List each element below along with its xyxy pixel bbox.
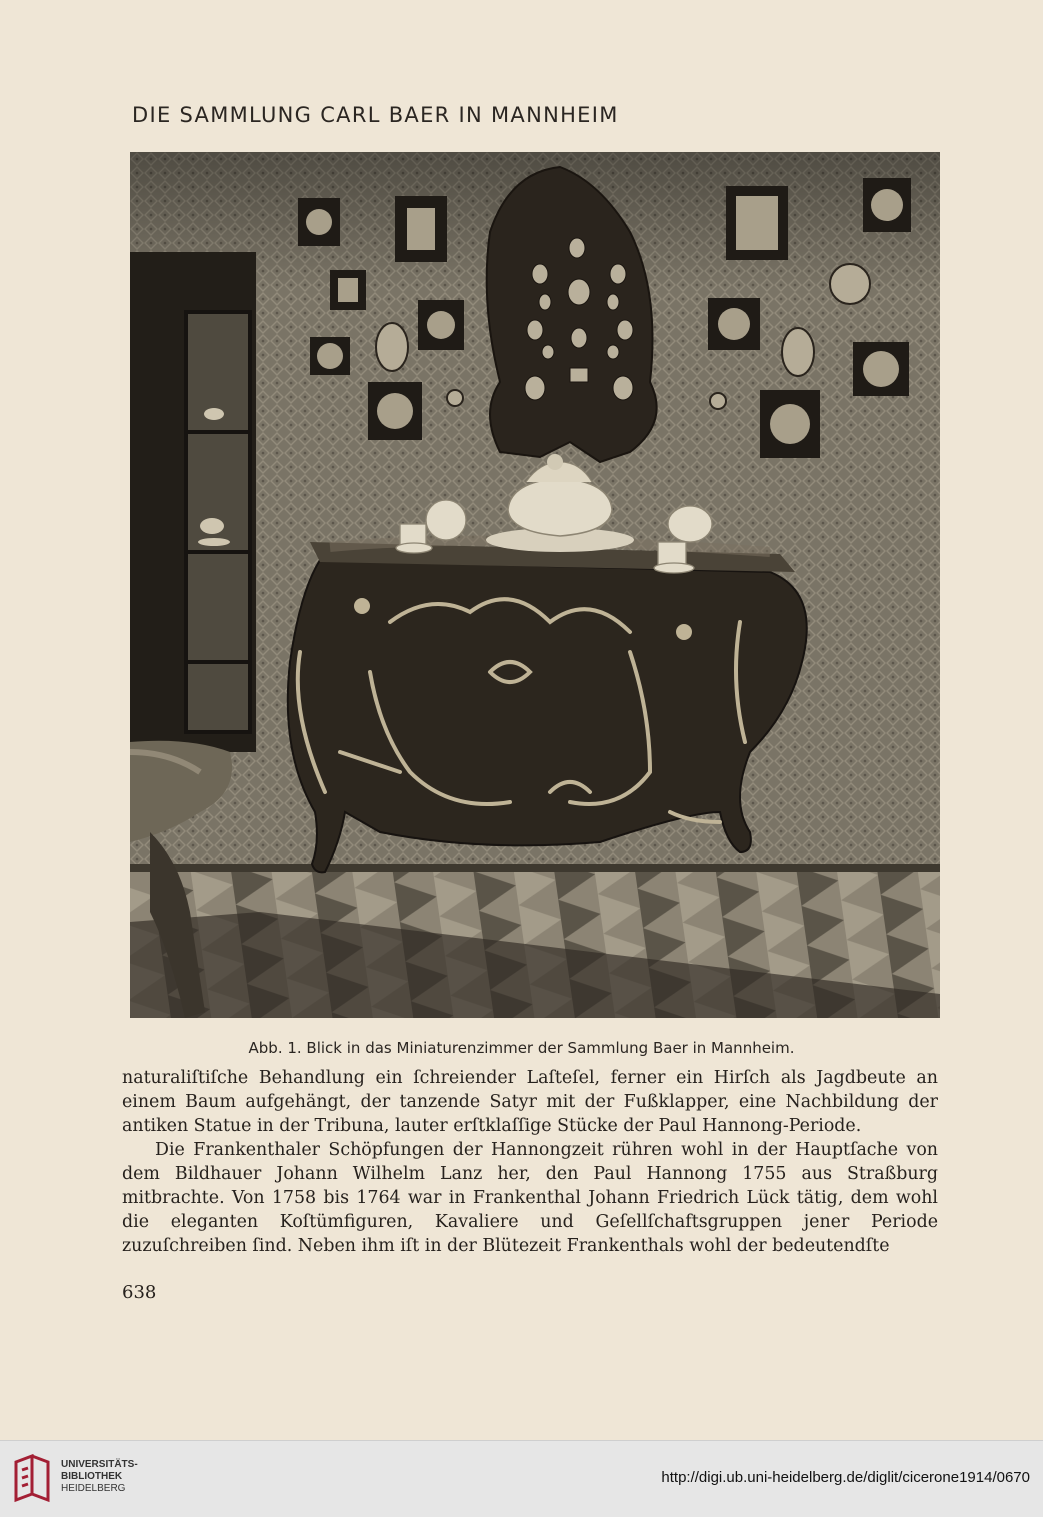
running-head: DIE SAMMLUNG CARL BAER IN MANNHEIM [132, 103, 619, 127]
figure-caption: Abb. 1. Blick in das Miniaturenzimmer der Sammlung Baer in Mannheim. [248, 1039, 795, 1057]
library-footer [0, 1440, 1043, 1517]
library-name-line: UNIVERSITÄTS- [61, 1459, 138, 1470]
paragraph: naturaliſtiſche Behandlung ein ſchreiender Laſteſel, ferner ein Hirſch als Jagdbeute an einem Baum aufgehängt, der tanzende Satyr mit der Fußklapper, eine Nachbildung der antiken Statue in der Tribuna, lauter erſtklaſſige Stücke der Paul Hannong-Periode. [122, 1068, 938, 1136]
library-logo-icon [12, 1454, 52, 1504]
figure-photograph [130, 152, 940, 1018]
library-name-line: HEIDELBERG [61, 1483, 126, 1494]
library-name [61, 1459, 138, 1495]
paragraph: Die Frankenthaler Schöpfungen der Hannongzeit rühren wohl in der Hauptſache von dem Bildhauer Johann Wilhelm Lanz her, den Paul Hannong 1755 aus Straßburg mitbrachte. Von 1758 bis 1764 war in Frankenthal Johann Friedrich Lück tätig, dem wohl die eleganten Koſtümfiguren, Kavaliere und Geſellſchaftsgruppen jener Periode zuzuſchreiben ſind. Neben ihm iſt in der Blütezeit Frankenthals wohl der bedeutendſte [122, 1140, 938, 1256]
library-name-line: BIBLIOTHEK [61, 1471, 123, 1482]
page-number: 638 [122, 1282, 157, 1303]
body-text [122, 1066, 938, 1258]
permalink-url[interactable]: http://digi.ub.uni-heidelberg.de/diglit/cicerone1914/0670 [661, 1469, 1030, 1486]
